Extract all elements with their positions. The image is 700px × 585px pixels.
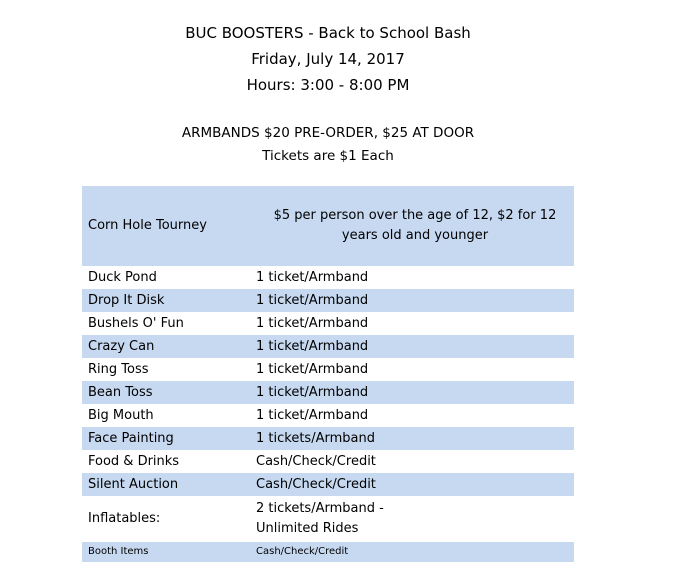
activity-name: Inflatables: <box>88 511 161 526</box>
table-row <box>82 266 574 289</box>
event-title: BUC BOOSTERS - Back to School Bash <box>185 24 471 42</box>
activity-price: $5 per person over the age of 12, $2 for 12 years old and younger <box>250 186 574 266</box>
activity-name: Silent Auction <box>82 473 250 496</box>
activity-price: 1 tickets/Armband <box>250 427 574 450</box>
table-row <box>82 381 574 404</box>
table-row <box>82 496 574 542</box>
table-row <box>82 542 574 562</box>
activity-name: Corn Hole Tourney <box>82 186 250 266</box>
table-row <box>82 186 574 266</box>
activity-pricing-table <box>82 186 574 562</box>
activity-price: 1 ticket/Armband <box>250 381 574 404</box>
table-row <box>82 289 574 312</box>
activity-name: Duck Pond <box>88 269 157 285</box>
event-date: Friday, July 14, 2017 <box>251 50 405 68</box>
activity-name: Food & Drinks <box>88 453 180 469</box>
activity-price: 1 ticket/Armband <box>256 407 369 423</box>
ticket-pricing: Tickets are $1 Each <box>262 148 394 164</box>
activity-price: 1 ticket/Armband <box>256 361 369 377</box>
activity-name: Bean Toss <box>82 381 250 404</box>
table-row <box>82 427 574 450</box>
activity-price: Cash/Check/Credit <box>256 453 376 469</box>
activity-price: 1 ticket/Armband <box>250 289 574 312</box>
activity-name: Bushels O' Fun <box>88 315 184 331</box>
table-row <box>82 358 574 381</box>
activity-name: Face Painting <box>82 427 250 450</box>
event-hours: Hours: 3:00 - 8:00 PM <box>246 76 410 94</box>
activity-name: Ring Toss <box>88 361 149 377</box>
activity-name: Big Mouth <box>88 407 154 423</box>
activity-name: Crazy Can <box>82 335 250 358</box>
activity-price: 1 ticket/Armband <box>250 335 574 358</box>
armband-pricing: ARMBANDS $20 PRE-ORDER, $25 AT DOOR <box>181 125 475 141</box>
activity-price: Cash/Check/Credit <box>250 473 574 496</box>
activity-price: 1 ticket/Armband <box>256 269 369 285</box>
table-row <box>82 473 574 496</box>
activity-name: Booth Items <box>82 542 250 562</box>
activity-price: 1 ticket/Armband <box>256 315 369 331</box>
activity-price: Cash/Check/Credit <box>250 542 574 562</box>
activity-name: Drop It Disk <box>82 289 250 312</box>
table-row <box>82 335 574 358</box>
table-row <box>82 450 574 473</box>
table-row <box>82 312 574 335</box>
activity-price: 2 tickets/Armband - Unlimited Rides <box>256 501 384 536</box>
table-row <box>82 404 574 427</box>
